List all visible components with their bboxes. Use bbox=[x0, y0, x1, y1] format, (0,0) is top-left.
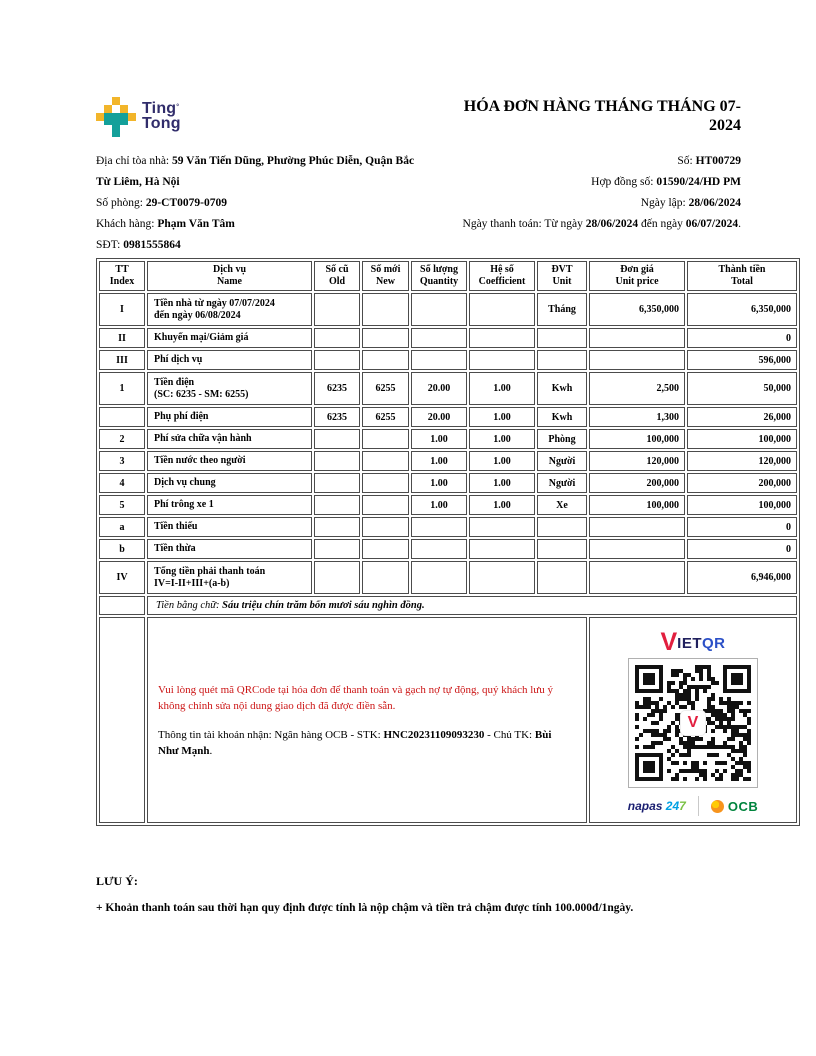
header-name: Dịch vụ Name bbox=[147, 261, 312, 291]
registered-mark: ° bbox=[176, 104, 180, 111]
header-coefficient: Hệ số Coefficient bbox=[469, 261, 535, 291]
table-row-electricity-surcharge: Phụ phí điện 6235 6255 20.00 1.00 Kwh 1,300 26,000 bbox=[99, 407, 797, 427]
table-row-repair-fee: 2 Phí sửa chữa vận hành 1.00 1.00 Phòng 100,000 100,000 bbox=[99, 429, 797, 449]
footer-notes bbox=[96, 874, 756, 914]
header-index: TT Index bbox=[99, 261, 145, 291]
payment-period: Ngày thanh toán: Từ ngày 28/06/2024 đến ngày 06/07/2024. bbox=[462, 218, 741, 230]
header-quantity: Số lượng Quantity bbox=[411, 261, 467, 291]
header-unit: ĐVT Unit bbox=[537, 261, 587, 291]
header-total: Thành tiền Total bbox=[687, 261, 797, 291]
ocb-logo: OCB bbox=[711, 799, 758, 814]
table-header-row bbox=[99, 261, 797, 291]
amount-in-words: Tiền bằng chữ: Sáu triệu chín trăm bốn mươi sáu nghìn đồng. bbox=[147, 596, 797, 615]
logo-divider bbox=[698, 796, 699, 816]
qr-notice-text: Vui lòng quét mã QRCode tại hóa đơn để thanh toán và gạch nợ tự động, quý khách lưu ý không chỉnh sửa nội dung giao dịch đã được điền sẵn. bbox=[158, 683, 553, 712]
table-row-discount: II Khuyến mại/Giảm giá 0 bbox=[99, 328, 797, 348]
partner-logos bbox=[590, 796, 796, 816]
room-number: Số phòng: 29-CT0079-0709 bbox=[96, 197, 227, 209]
notes-line: + Khoản thanh toán sau thời hạn quy định được tính là nộp chậm và tiền trả chậm được tính 100.000đ/1ngày. bbox=[96, 902, 634, 914]
table-row-electricity: 1 Tiền điện (SC: 6235 - SM: 6255) 6235 6255 20.00 1.00 Kwh 2,500 50,000 bbox=[99, 372, 797, 405]
table-row-service-fee: III Phí dịch vụ 596,000 bbox=[99, 350, 797, 370]
table-row-shortage: a Tiền thiếu 0 bbox=[99, 517, 797, 537]
contract-number: Hợp đồng số: 01590/24/HD PM bbox=[591, 176, 741, 188]
tingtong-logo-mark-icon bbox=[96, 97, 136, 137]
header-unit-price: Đơn giá Unit price bbox=[589, 261, 685, 291]
payment-instructions-cell bbox=[147, 617, 587, 823]
table-row-water: 3 Tiền nước theo người 1.00 1.00 Người 120,000 120,000 bbox=[99, 451, 797, 471]
table-row-parking: 5 Phí trông xe 1 1.00 1.00 Xe 100,000 100,000 bbox=[99, 495, 797, 515]
header-new: Số mới New bbox=[362, 261, 409, 291]
info-left-column bbox=[96, 151, 414, 256]
qr-code-cell bbox=[589, 617, 797, 823]
qr-row bbox=[99, 617, 797, 823]
tingtong-wordmark: Ting° Tong bbox=[142, 100, 181, 132]
invoice-table bbox=[96, 258, 800, 826]
vietqr-badge-icon: V bbox=[680, 710, 706, 736]
napas-logo: napas 247 bbox=[627, 799, 686, 813]
tingtong-logo bbox=[96, 97, 181, 137]
customer-phone: SĐT: 0981555864 bbox=[96, 239, 181, 251]
customer-name: Khách hàng: Phạm Văn Tâm bbox=[96, 218, 235, 230]
account-info-text: Thông tin tài khoản nhận: Ngân hàng OCB - STK: HNC20231109093230 - Chủ TK: Bùi Như Mạnh. bbox=[158, 728, 552, 757]
table-row-rent: I Tiền nhà từ ngày 07/07/2024 đến ngày 06/08/2024 Tháng 6,350,000 6,350,000 bbox=[99, 293, 797, 326]
amount-in-words-row bbox=[99, 596, 797, 615]
ocb-icon bbox=[711, 800, 724, 813]
table-row-grand-total: IV Tổng tiền phải thanh toán IV=I-II+III+(a-b) 6,946,000 bbox=[99, 561, 797, 594]
issue-date: Ngày lập: 28/06/2024 bbox=[640, 197, 741, 209]
invoice-title: HÓA ĐƠN HÀNG THÁNG THÁNG 07- 2024 bbox=[463, 98, 741, 134]
table-row-surplus: b Tiền thừa 0 bbox=[99, 539, 797, 559]
building-address-line1: Địa chỉ tòa nhà: 59 Văn Tiến Dũng, Phường Phúc Diễn, Quận Bắc bbox=[96, 155, 415, 167]
header-old: Số cũ Old bbox=[314, 261, 360, 291]
building-address-line2: Từ Liêm, Hà Nội bbox=[96, 176, 180, 188]
vietqr-logo: VIETQR bbox=[660, 628, 726, 656]
table-row-common-service: 4 Dịch vụ chung 1.00 1.00 Người 200,000 200,000 bbox=[99, 473, 797, 493]
invoice-number: Số: HT00729 bbox=[677, 155, 741, 167]
notes-heading: LƯU Ý: bbox=[96, 874, 138, 888]
info-right-column bbox=[463, 151, 741, 235]
qr-code bbox=[628, 658, 758, 788]
